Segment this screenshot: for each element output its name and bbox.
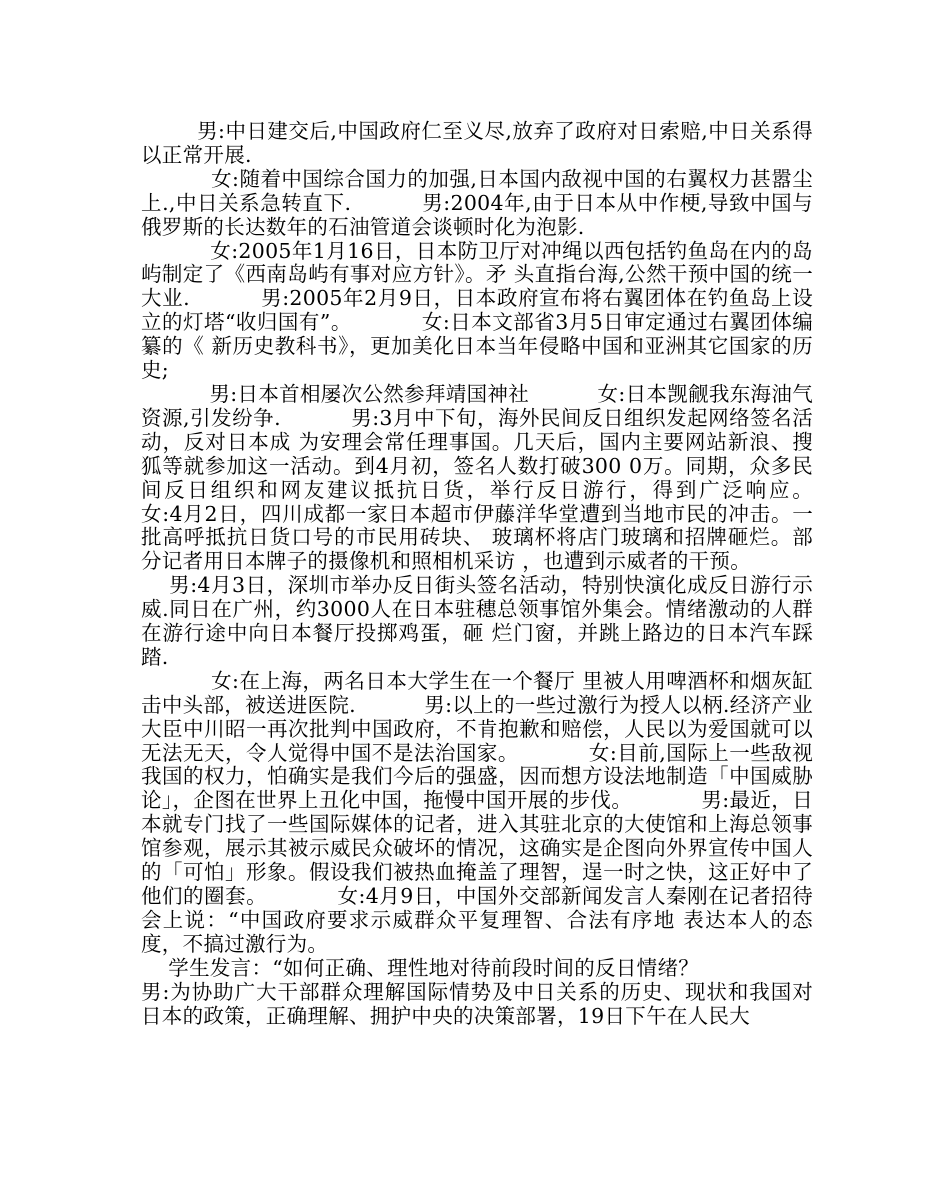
- paragraph: 男:中日建交后,中国政府仁至义尽,放弃了政府对日索赔,中日关系得以正常开展.: [141, 119, 814, 167]
- paragraph: 学生发言：“如何正确、理性地对待前段时间的反日情绪？: [141, 955, 700, 980]
- paragraph: 男:为协助广大干部群众理解国际情势及中日关系的历史、现状和我国对日本的政策，正确理解、拥护中央的决策部署，19日下午在人民大: [141, 979, 813, 1028]
- paragraph: 女:2005年1月16日，日本防卫厅对冲绳以西包括钓鱼岛在内的岛屿制定了《西南岛屿有事对应方针》。矛 头直指台海,公然干预中国的统一大业. 男:2005年2月9日，日本政府宣布将右翼团体在钓鱼岛上设立的灯塔“收归国有”。 女:日本文部省3月5日审定通过右翼团体编纂的《 新历史教科书》，更加美化日本当年侵略中国和亚洲其它国家的历史;: [141, 238, 813, 383]
- paragraph: 男:日本首相屡次公然参拜靖国神社 女:日本觊觎我东海油气资源,引发纷争. 男:3月中下旬，海外民间反日组织发起网络签名活动，反对日本成 为安理会常任理事国。几天后，国内主要网站新浪、搜狐等就参加这一活动。到4月初，签名人数打破300 0万。同期，众多民间反日组织和网友建议抵抗日货，举行反日游行，得到广泛响应。 女:4月2日，四川成都一家日本超市伊藤洋华堂遭到当地市民的冲击。一批高呼抵抗日货口号的市民用砖块、 玻璃杯将店门玻璃和招牌砸烂。部分记者用日本牌子的摄像机和照相机采访 ，也遭到示威者的干预。: [141, 381, 882, 574]
- paragraph: 女:在上海，两名日本大学生在一个餐厅 里被人用啤酒杯和烟灰缸击中头部，被送进医院. 男:以上的一些过激行为授人以柄.经济产业大臣中川昭一再次批判中国政府，不肯抱歉和赔偿，人民以为爱国就可以无法无天，令人觉得中国不是法治国家。 女:目前,国际上一些敌视我国的权力，怕确实是我们今后的强盛，因而想方设法地制造「中国威胁论」，企图在世界上丑化中国，拖慢中国开展的步伐。 男:最近，日本就专门找了一些国际媒体的记者，进入其驻北京的大使馆和上海总领事馆参观，展示其被示威民众破坏的情况，这确实是企图向外界宣传中国人的「可怕」形象。假设我们被热血掩盖了理智，逞一时之快，这正好中了他们的圈套。 女:4月9日，中国外交部新闻发言人秦刚在记者招待会上说：“中国政府要求示威群众平复理智、合法有序地 表达本人的态度，不搞过激行为。: [141, 668, 813, 956]
- paragraph: 女:随着中国综合国力的加强,日本国内敌视中国的右翼权力甚嚣尘上.,中日关系急转直下. 男:2004年,由于日本从中作梗,导致中国与俄罗斯的长达数年的石油管道会谈顿时化为泡影.: [141, 166, 813, 239]
- paragraph: 男:4月3日，深圳市举办反日街头签名活动，特别快演化成反日游行示威.同日在广州，约3000人在日本驻穗总领事馆外集会。情绪激动的人群在游行途中向日本餐厅投掷鸡蛋，砸 烂门窗，并跳上路边的日本汽车踩踏.: [141, 573, 814, 669]
- document-body: [141, 119, 882, 1028]
